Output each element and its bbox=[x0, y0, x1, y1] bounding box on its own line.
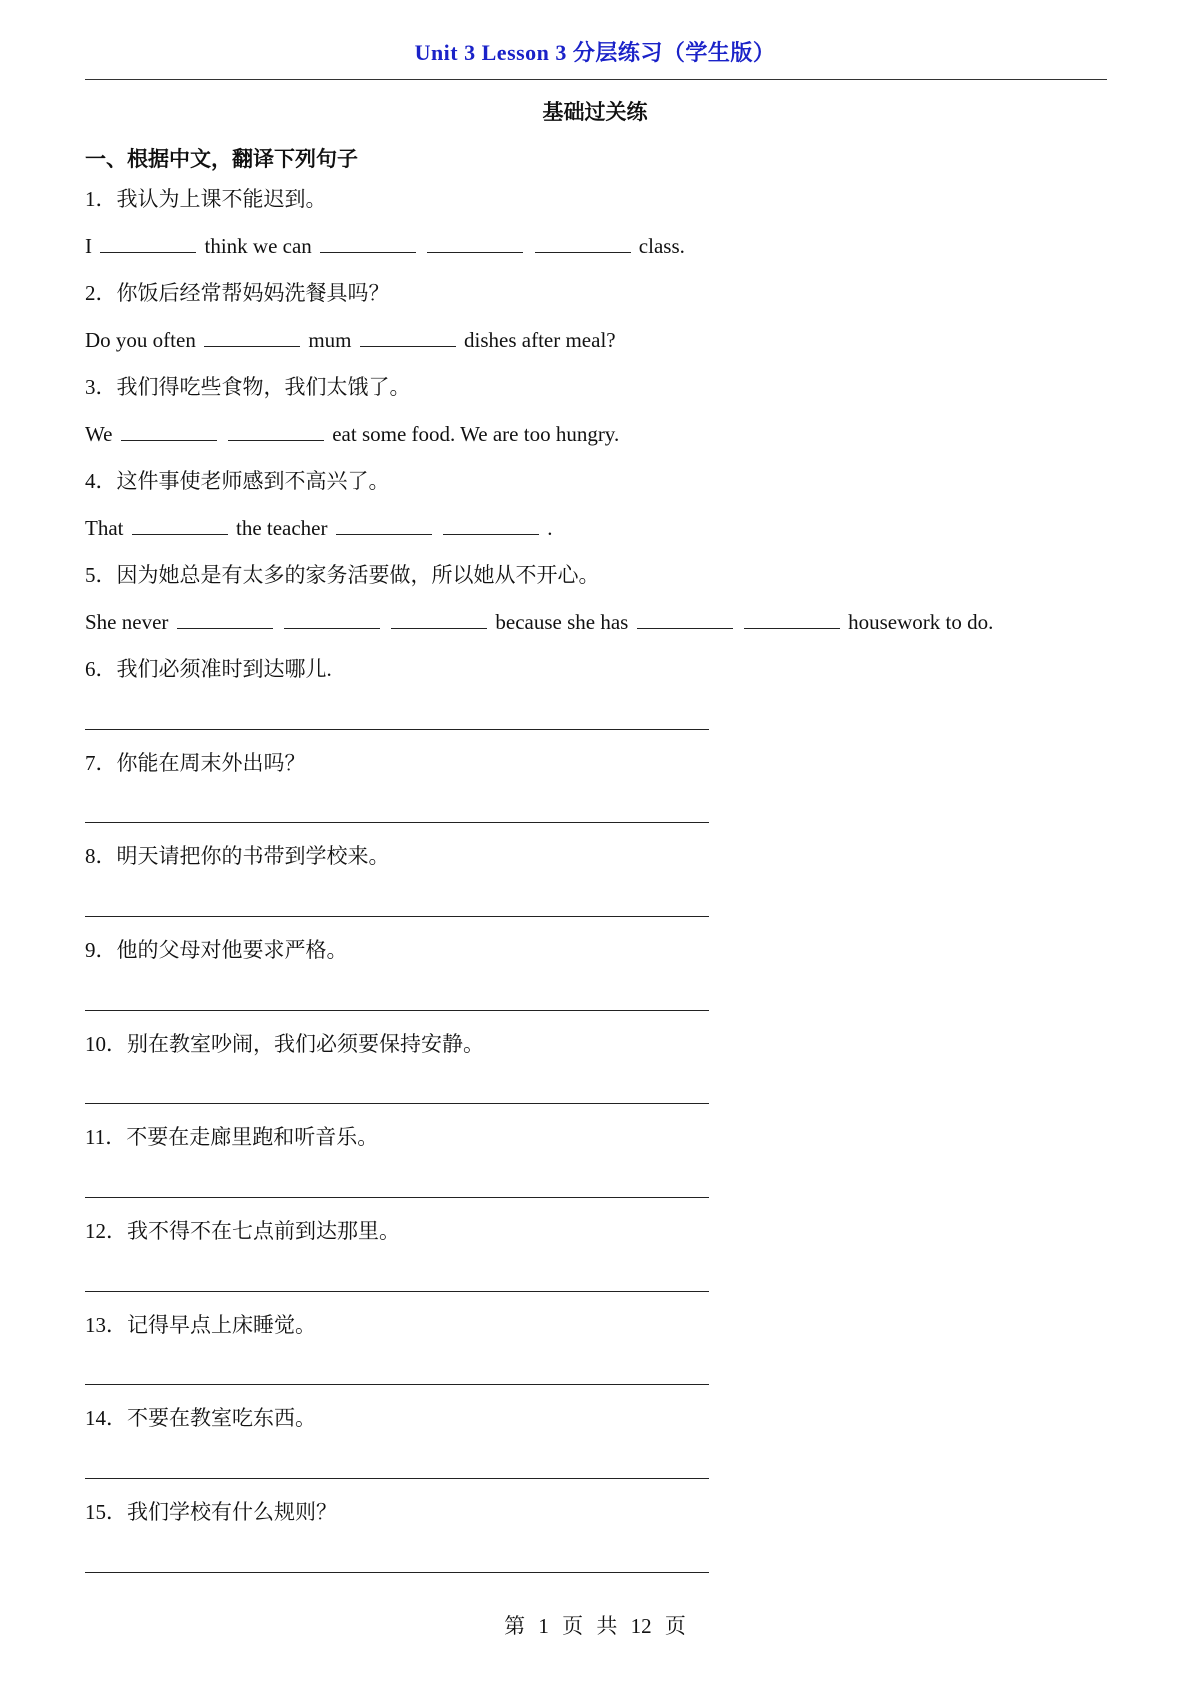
answer-line[interactable] bbox=[85, 1197, 709, 1198]
question-7: 7．你能在周末外出吗？ bbox=[85, 751, 306, 775]
page-number: 第 1 页 共 12 页 bbox=[504, 1614, 686, 1638]
part-title: 一、根据中文，翻译下列句子 bbox=[85, 147, 358, 171]
question-1: 1．我认为上课不能迟到。 bbox=[85, 187, 327, 211]
question-6: 6．我们必须准时到达哪儿. bbox=[85, 657, 332, 681]
blank-field[interactable] bbox=[320, 234, 416, 253]
question-14: 14．不要在教室吃东西。 bbox=[85, 1406, 316, 1430]
answer-text: housework to do. bbox=[848, 610, 994, 634]
answer-text: think we can bbox=[204, 234, 312, 258]
answer-row-1 bbox=[85, 233, 685, 259]
answer-row-3 bbox=[85, 421, 619, 447]
answer-text: She never bbox=[85, 610, 169, 634]
blank-field[interactable] bbox=[427, 234, 523, 253]
answer-text: I bbox=[85, 234, 92, 258]
question-8: 8．明天请把你的书带到学校来。 bbox=[85, 844, 390, 868]
answer-text: the teacher bbox=[235, 516, 328, 540]
question-12: 12．我不得不在七点前到达那里。 bbox=[85, 1219, 400, 1243]
answer-text: We bbox=[85, 422, 113, 446]
blank-field[interactable] bbox=[121, 422, 217, 441]
answer-line[interactable] bbox=[85, 729, 709, 730]
answer-line[interactable] bbox=[85, 916, 709, 917]
answer-text: because she has bbox=[495, 610, 629, 634]
answer-line[interactable] bbox=[85, 1384, 709, 1385]
question-2: 2．你饭后经常帮妈妈洗餐具吗？ bbox=[85, 281, 390, 305]
blank-field[interactable] bbox=[100, 234, 196, 253]
blank-field[interactable] bbox=[132, 516, 228, 535]
answer-text: eat some food. We are too hungry. bbox=[332, 422, 620, 446]
blank-field[interactable] bbox=[177, 610, 273, 629]
header-divider bbox=[85, 79, 1107, 80]
answer-row-5 bbox=[85, 609, 993, 635]
blank-field[interactable] bbox=[443, 516, 539, 535]
question-15: 15．我们学校有什么规则？ bbox=[85, 1500, 337, 1524]
blank-field[interactable] bbox=[535, 234, 631, 253]
answer-line[interactable] bbox=[85, 1291, 709, 1292]
blank-field[interactable] bbox=[637, 610, 733, 629]
question-3: 3．我们得吃些食物，我们太饿了。 bbox=[85, 375, 411, 399]
question-10: 10．别在教室吵闹，我们必须要保持安静。 bbox=[85, 1032, 484, 1056]
blank-field[interactable] bbox=[284, 610, 380, 629]
document-title: Unit 3 Lesson 3 分层练习（学生版） bbox=[414, 40, 776, 65]
blank-field[interactable] bbox=[744, 610, 840, 629]
answer-row-4 bbox=[85, 515, 553, 541]
question-5: 5．因为她总是有太多的家务活要做，所以她从不开心。 bbox=[85, 563, 600, 587]
section-heading: 基础过关练 bbox=[542, 100, 648, 124]
blank-field[interactable] bbox=[391, 610, 487, 629]
answer-line[interactable] bbox=[85, 1103, 709, 1104]
question-4: 4．这件事使老师感到不高兴了。 bbox=[85, 469, 390, 493]
blank-field[interactable] bbox=[360, 328, 456, 347]
answer-text: class. bbox=[638, 234, 685, 258]
answer-text: . bbox=[547, 516, 553, 540]
answer-text: dishes after meal? bbox=[464, 328, 616, 352]
answer-text: Do you often bbox=[85, 328, 196, 352]
answer-line[interactable] bbox=[85, 822, 709, 823]
blank-field[interactable] bbox=[228, 422, 324, 441]
question-11: 11．不要在走廊里跑和听音乐。 bbox=[85, 1125, 379, 1149]
answer-line[interactable] bbox=[85, 1572, 709, 1573]
answer-line[interactable] bbox=[85, 1010, 709, 1011]
blank-field[interactable] bbox=[336, 516, 432, 535]
answer-text: That bbox=[85, 516, 124, 540]
answer-line[interactable] bbox=[85, 1478, 709, 1479]
question-9: 9．他的父母对他要求严格。 bbox=[85, 938, 348, 962]
answer-text: mum bbox=[308, 328, 352, 352]
blank-field[interactable] bbox=[204, 328, 300, 347]
answer-row-2 bbox=[85, 327, 616, 353]
question-13: 13．记得早点上床睡觉。 bbox=[85, 1313, 316, 1337]
